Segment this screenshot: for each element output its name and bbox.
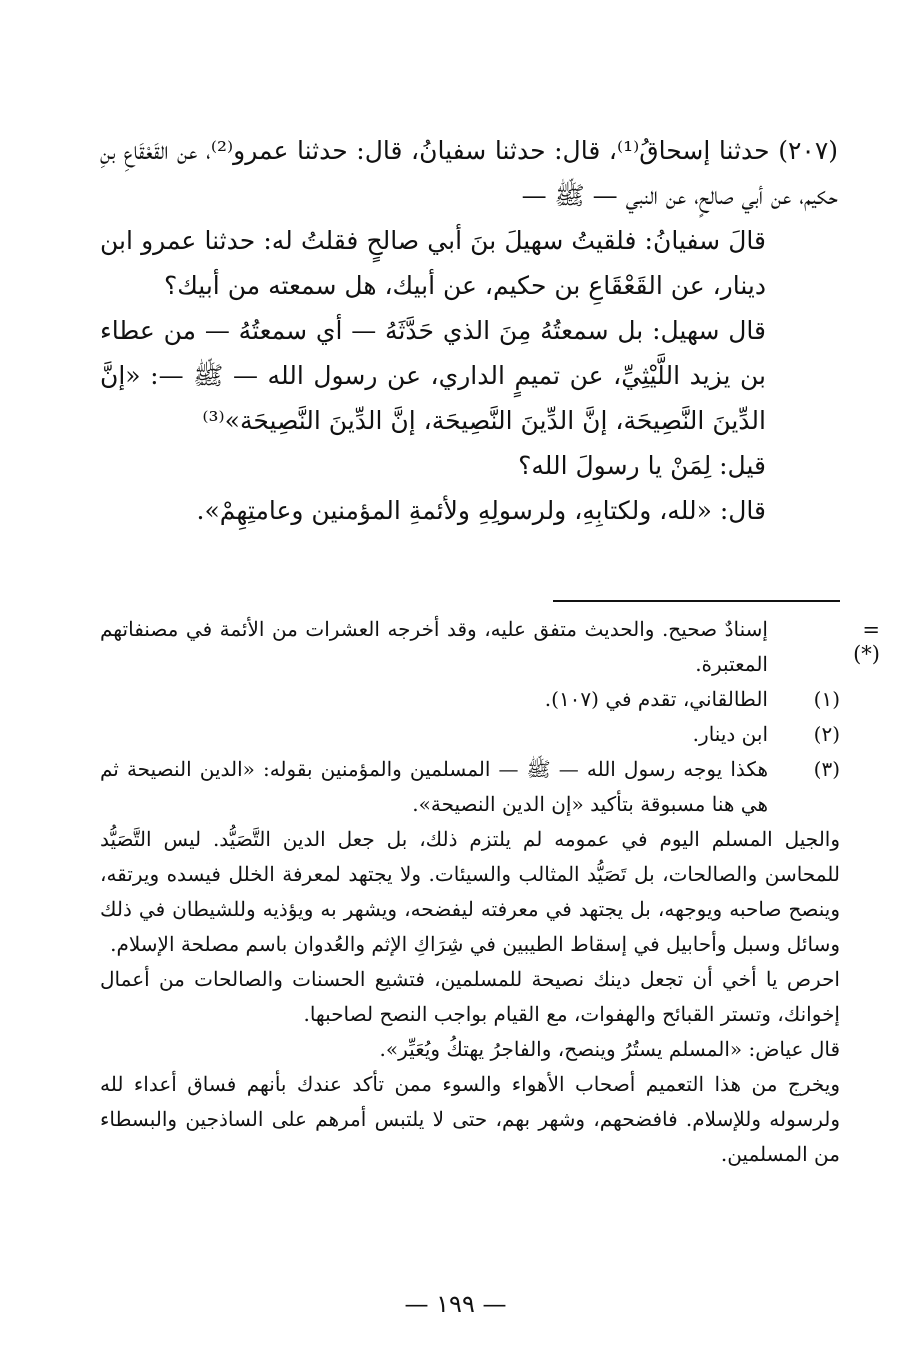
question-line: قيل: لِمَنْ يا رسولَ الله؟ — [518, 451, 766, 480]
footnote-2 — [100, 717, 840, 752]
footnote-text: هكذا يوجه رسول الله — ﷺ — المسلمين والمؤمنين بقوله: «الدين النصيحة ثم هي هنا مسبوقة بتأكيد «إن الدين النصيحة». — [100, 757, 768, 816]
page-number: — ١٩٩ — — [404, 1290, 507, 1318]
footnote-divider — [553, 600, 840, 602]
footnote-1 — [100, 682, 840, 717]
footnote-3 — [100, 752, 840, 822]
sufyan-statement: قالَ سفيانُ: فلقيتُ سهيلَ بنَ أبي صالحٍ فقلتُ له: حدثنا عمرو ابن دينار، عن القَعْقَاعِ بن حكيم، عن أبيك، هل سمعته من أبيك؟ — [100, 226, 766, 300]
footnote-text: الطالقاني، تقدم في (١٠٧). — [544, 687, 768, 711]
footnote-paragraph: احرص يا أخي أن تجعل دينك نصيحة للمسلمين، فتشيع الحسنات والصالحات من أعمال إخوانك، وتستر القبائح والهفوات، مع القيام بواجب النصح لصاحبها. — [100, 967, 840, 1026]
hadith-chain: (٢٠٧) حدثنا إسحاقُ⁽¹⁾، قال: حدثنا سفيانُ، قال: حدثنا عمرو⁽²⁾، عن القَعْقَاعِ بنِ حكيم، عن أبي صالحٍ، عن النبي — ﷺ — — [100, 136, 839, 210]
footnote-paragraph: ويخرج من هذا التعميم أصحاب الأهواء والسوء ممن تأكد عندك بأنهم فساق أعداء لله ولرسوله وللإسلام. فافضحهم، وشهر بهم، حتى لا يلتبس أمرهم على الساذجين والبسطاء من المسلمين. — [100, 1072, 840, 1166]
footnote-continuation-marker: = (*) — [853, 618, 880, 666]
footnote-number: (٢) — [813, 722, 840, 746]
footnote-paragraph: والجيل المسلم اليوم في عمومه لم يلتزم ذلك، بل جعل الدين التَّصَيُّد. ليس التَّصَيُّد للمحاسن والصالحات، بل تَصَيُّد المثالب والسيئات. ولا يجتهد لمعرفة الخلل فيسده ويرتقه، وينصح صاحبه ويوجهه، بل يجتهد في معرفته ليفضحه، ويشهر به ويؤذيه وللشيطان في ذلك وسائل وسبل وأحابيل في إسقاط الطيبين في شِرَاكِ الإثم والعُدوان باسم مصلحة الإسلام. — [100, 827, 840, 956]
footnote-number — [768, 612, 840, 682]
hadith-text — [100, 128, 838, 533]
footnote-text: ابن دينار. — [692, 722, 768, 746]
footnote-number: (١) — [813, 687, 840, 711]
footnote-number: (٣) — [813, 757, 840, 781]
footnote-text: إسنادٌ صحيح. والحديث متفق عليه، وقد أخرجه العشرات من الأئمة في مصنفاتهم المعتبرة. — [100, 617, 768, 676]
footnote-paragraph: قال عياض: «المسلم يستُرُ وينصح، والفاجرُ يهتكُ ويُعَيِّر». — [379, 1037, 840, 1061]
footnote-star — [100, 612, 840, 682]
suhail-statement: قال سهيل: بل سمعتُهُ مِنَ الذي حَدَّثَهُ — أي سمعتُهُ — من عطاء بن يزيد اللَّيْثِيِّ، عن تميمٍ الداري، عن رسول الله — ﷺ —: «إنَّ الدِّينَ النَّصِيحَة، إنَّ الدِّينَ النَّصِيحَة، إنَّ الدِّينَ النَّصِيحَة»⁽³⁾ — [100, 316, 766, 435]
footnotes — [100, 612, 840, 1172]
answer-line: قال: «لله، ولكتابِهِ، ولرسولِهِ ولأئمةِ المؤمنين وعامتِهِمْ». — [196, 496, 766, 525]
